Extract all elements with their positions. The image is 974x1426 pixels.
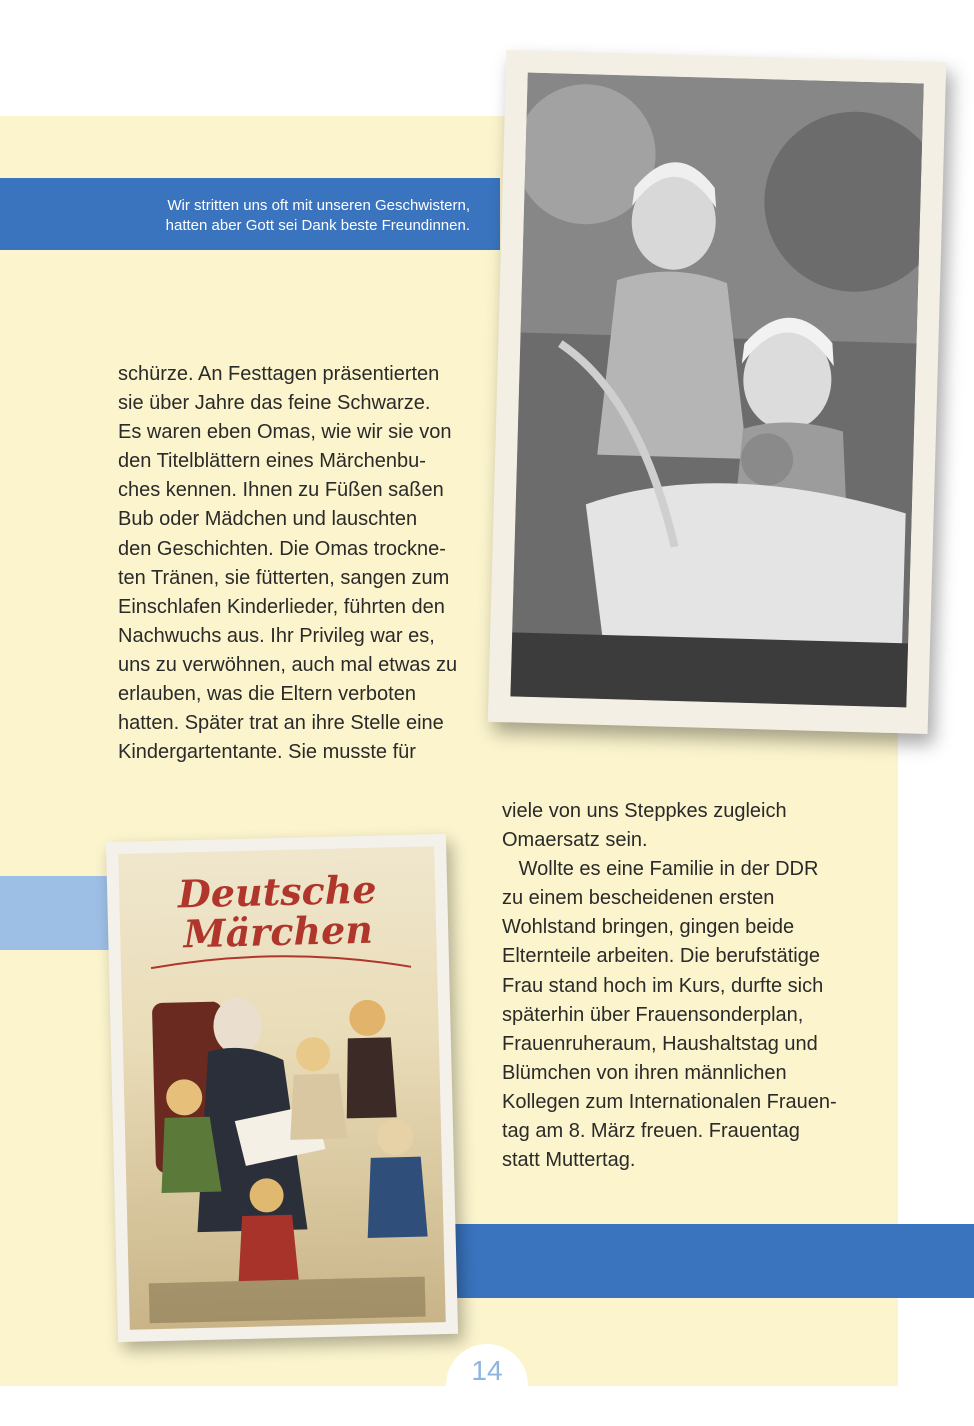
text-line: ten Tränen, sie fütterten, sangen zum (118, 566, 450, 589)
text-line: zu einem bescheidenen ersten (502, 887, 775, 910)
photo-frame (488, 50, 947, 734)
text-line: tag am 8. März freuen. Frauentag (502, 1120, 800, 1143)
text-line: Kindergartentante. Sie musste für (118, 741, 416, 764)
photo-caption (60, 196, 470, 236)
text-line: Es waren eben Omas, wie wir sie von (118, 421, 452, 444)
text-line: hatten. Später trat an ihre Stelle eine (118, 712, 444, 735)
text-line: den Titelblättern eines Märchenbu- (118, 450, 426, 473)
body-text-column-2 (502, 797, 837, 1175)
text-line: viele von uns Steppkes zugleich (502, 800, 787, 822)
text-line: Blümchen von ihren männlichen (502, 1061, 787, 1084)
text-line: den Geschichten. Die Omas trockne- (118, 537, 446, 560)
text-line: späterhin über Frauensonderplan, (502, 1003, 804, 1026)
caption-line: Wir stritten uns oft mit unseren Geschwistern, (167, 197, 470, 214)
text-line: Bub oder Mädchen und lauschten (118, 508, 418, 531)
children-photo (510, 73, 923, 708)
book-cover-frame (106, 834, 458, 1342)
text-line: Wohlstand bringen, gingen beide (502, 916, 795, 939)
book-cover (118, 846, 446, 1330)
page-number: 14 (471, 1355, 503, 1386)
book-title-line: Märchen (183, 906, 374, 957)
children-photo-illustration (510, 73, 923, 708)
text-line: Elternteile arbeiten. Die berufstätige (502, 945, 820, 968)
text-line: Einschlafen Kinderlieder, führten den (118, 595, 445, 618)
text-line: Frau stand hoch im Kurs, durfte sich (502, 974, 824, 997)
text-line: Frauenruheraum, Haushaltstag und (502, 1032, 818, 1055)
text-line: Nachwuchs aus. Ihr Privileg war es, (118, 624, 435, 647)
text-line: Omaersatz sein. (502, 829, 648, 852)
text-line: sie über Jahre das feine Schwarze. (118, 392, 431, 415)
body-text-column-1 (118, 360, 457, 767)
text-line: ches kennen. Ihnen zu Füßen saßen (118, 479, 444, 502)
text-line: uns zu verwöhnen, auch mal etwas zu (118, 653, 458, 676)
storytelling-illustration (118, 846, 446, 1330)
text-line: statt Muttertag. (502, 1149, 636, 1172)
text-line: erlauben, was die Eltern verboten (118, 683, 416, 706)
caption-line: hatten aber Gott sei Dank beste Freundinnen. (165, 217, 470, 234)
book-title-line: Deutsche (177, 866, 378, 917)
text-line: Wollte es eine Familie in der DDR (502, 858, 819, 881)
decorative-band (440, 1224, 974, 1298)
text-line: Kollegen zum Internationalen Frauen- (502, 1090, 837, 1113)
text-line: schürze. An Festtagen präsentierten (118, 363, 440, 385)
